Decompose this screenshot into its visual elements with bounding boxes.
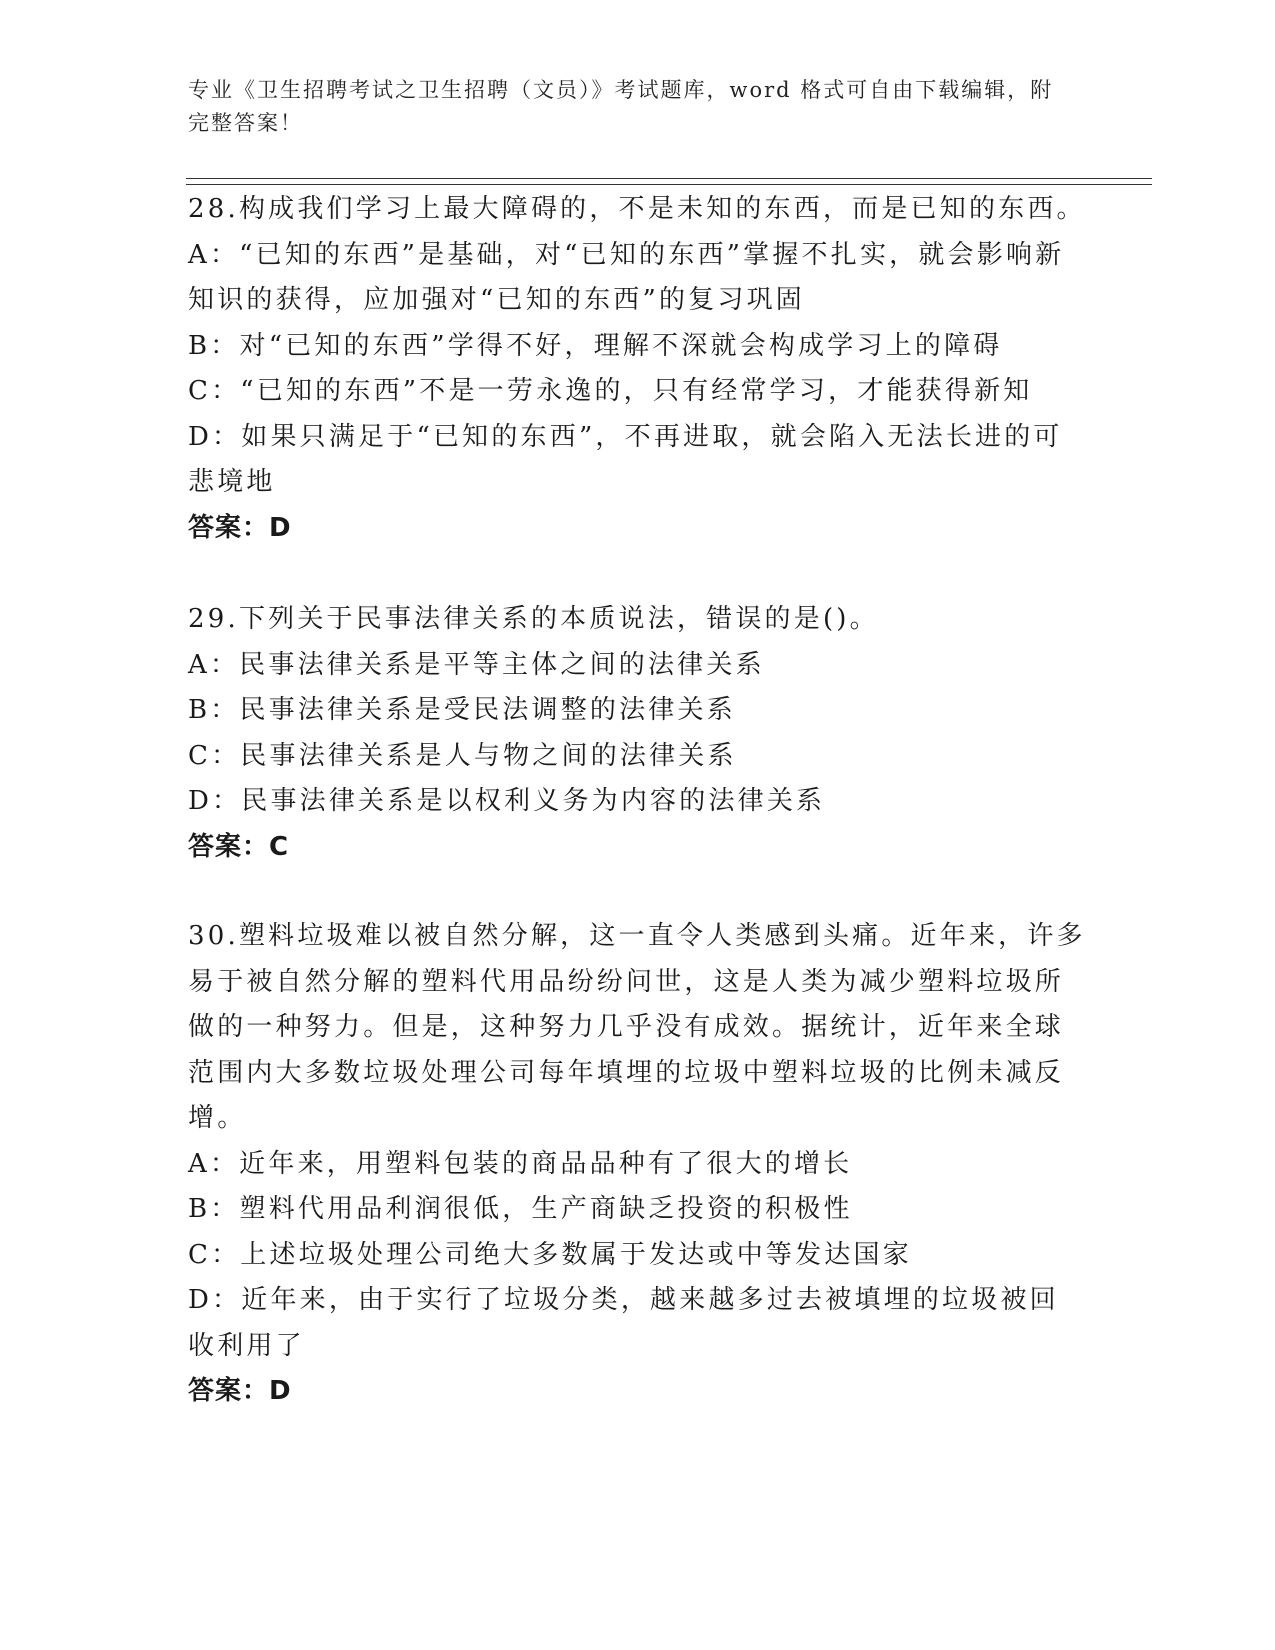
question-stem: 29.下列关于民事法律关系的本质说法，错误的是()。: [188, 604, 879, 634]
question-29: [188, 597, 1088, 870]
option-d: D：民事法律关系是以权利义务为内容的法律关系: [188, 786, 826, 816]
answer: 答案：D: [188, 512, 292, 543]
option-a: A：“已知的东西”是基础，对“已知的东西”掌握不扎实，就会影响新知识的获得，应加强对“已知的东西”的复习巩固: [188, 239, 1065, 315]
option-c: C：民事法律关系是人与物之间的法律关系: [188, 740, 737, 771]
question-stem: 30.塑料垃圾难以被自然分解，这一直令人类感到头痛。近年来，许多易于被自然分解的塑料代用品纷纷问世，这是人类为减少塑料垃圾所做的一种努力。但是，这种努力几乎没有成效。据统计，近年来全球范围内大多数垃圾处理公司每年填埋的垃圾中塑料垃圾的比例未减反增。: [188, 921, 1086, 1133]
answer: 答案：D: [188, 1376, 292, 1406]
option-c: C：“已知的东西”不是一劳永逸的，只有经常学习，才能获得新知: [188, 376, 1033, 406]
option-b: B：塑料代用品利润很低，生产商缺乏投资的积极性: [188, 1194, 853, 1224]
option-b: B：对“已知的东西”学得不好，理解不深就会构成学习上的障碍: [188, 330, 1003, 361]
header-rule-top: [186, 178, 1152, 179]
header-text: 专业《卫生招聘考试之卫生招聘（文员）》考试题库，word 格式可自由下载编辑，附完整答案！: [188, 78, 1054, 135]
document-header: [188, 74, 1068, 140]
header-rule-bottom: [186, 184, 1152, 185]
option-d: D：近年来，由于实行了垃圾分类，越来越多过去被填埋的垃圾被回收利用了: [188, 1285, 1059, 1361]
option-b: B：民事法律关系是受民法调整的法律关系: [188, 695, 736, 725]
option-d: D：如果只满足于“已知的东西”，不再进取，就会陷入无法长进的可悲境地: [188, 421, 1063, 497]
option-c: C：上述垃圾处理公司绝大多数属于发达或中等发达国家: [188, 1239, 912, 1270]
question-stem: 28.构成我们学习上最大障碍的，不是未知的东西，而是已知的东西。: [188, 194, 1086, 224]
option-a: A：近年来，用塑料包装的商品品种有了很大的增长: [188, 1148, 853, 1179]
question-30: [188, 914, 1088, 1415]
question-28: [188, 187, 1088, 551]
option-a: A：民事法律关系是平等主体之间的法律关系: [188, 649, 765, 680]
answer: 答案：C: [188, 831, 290, 862]
